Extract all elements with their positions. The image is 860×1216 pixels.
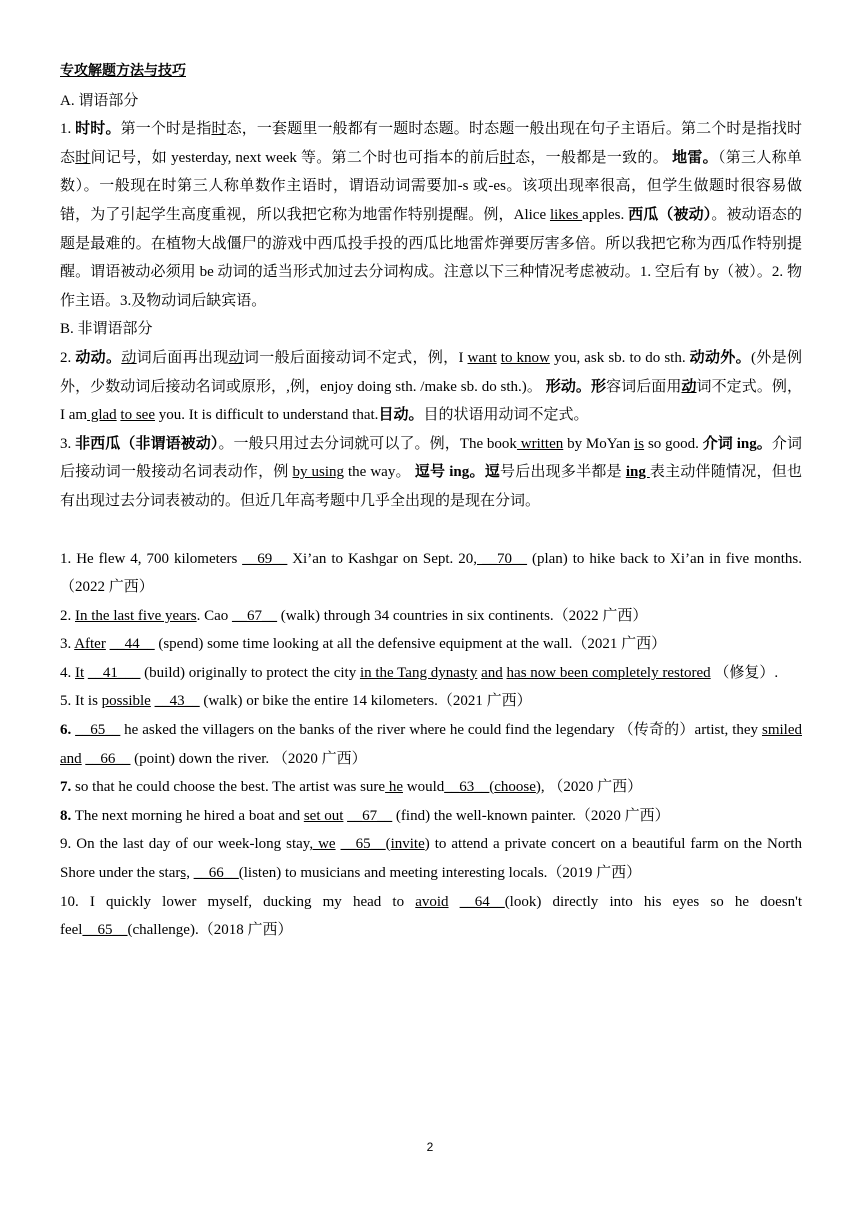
text-run: 9. On the last day of our week-long stay (60, 836, 310, 853)
text-run: 西瓜（被动） (628, 206, 712, 223)
page-heading: 专攻解题方法与技巧 (60, 64, 186, 79)
text-run: After (74, 636, 106, 653)
text-run: 容词后面用 (606, 378, 682, 395)
text-run: in the Tang dynasty (359, 664, 478, 681)
text-run: written (516, 435, 564, 452)
exercise-item-2 (60, 602, 802, 631)
text-run: 态，一般都是一致的。 (515, 149, 673, 166)
text-run: by using (292, 464, 345, 481)
text-run: 时 (211, 121, 227, 138)
paragraph-3 (60, 430, 802, 516)
text-run: (spend) some time looking at all the defensive equipment at the wall.（2021 广西） (154, 636, 667, 653)
text-run: so good. (644, 435, 703, 452)
text-run: 地雷。 (672, 149, 718, 166)
exercise-item-10 (60, 888, 802, 945)
text-run: 介词 ing。 (702, 435, 772, 452)
text-run: 1. He flew 4, 700 kilometers (60, 550, 243, 567)
text-run: you. It is difficult to understand that. (154, 407, 379, 424)
document-body (60, 58, 802, 945)
text-run: 7. (60, 779, 72, 796)
text-run: you, ask sb. to do sth. (549, 349, 690, 366)
text-run: The next morning he hired a boat and (71, 807, 304, 824)
exercise-item-8 (60, 802, 802, 831)
text-run: 词后面再出现 (136, 349, 229, 366)
text-run: 表主动伴随情况，但也有出现过去分词表被动的。但近几年高考题中几乎全出现的是现在分词。 (60, 464, 802, 509)
text-run: smiled and (60, 722, 802, 767)
section-a-title: A. 谓语部分 (60, 92, 139, 109)
text-run: __65__ (75, 722, 121, 739)
text-run: 介词后接动词一般接动名词表动作，例 (60, 435, 802, 481)
text-run: 动动。 (75, 349, 122, 366)
text-run: 2. (60, 349, 76, 366)
text-run: invite (390, 836, 425, 853)
text-run: is (634, 435, 645, 452)
exercise-list (60, 545, 802, 945)
text-run: (外是例外，少数动词后接动名词或原形，,例，enjoy doing sth. /make sb. do sth.)。 (60, 349, 802, 395)
text-run: 4. (60, 664, 75, 681)
text-run: set out (303, 807, 344, 824)
text-run: ( (385, 836, 391, 853)
text-run: 时 (75, 149, 91, 166)
text-run: , __70__ (473, 550, 527, 567)
text-run: 10. I quickly lower myself, ducking my head to (60, 893, 416, 910)
text-run: （第三人称单数）。一般现在时第三人称单数作主语时，谓语动词需要加-s 或-es。该项出现率很高，但学生做题时很容易做错，为了引起学生高度重视，所以我把它称为地雷作特别提醒。例，Alice (60, 149, 802, 223)
text-run: __67__ (347, 807, 393, 824)
text-run (449, 894, 460, 910)
text-run: __66__ (85, 750, 131, 767)
text-run: 2. (60, 607, 75, 624)
text-run: (look) directly into his eyes so he doesn't feel (60, 893, 802, 939)
text-run: 第一个时是指 (120, 121, 212, 138)
text-run: apples. (582, 206, 629, 223)
text-run: 词不定式。例，I am (60, 378, 802, 424)
text-run: ) to attend a private concert on a beautiful farm on the North Shore under the star (60, 836, 802, 882)
text-run: he asked the villagers on the banks of the river where he could find the legendary （传奇的）artist, they (120, 722, 762, 739)
text-run: possible (101, 693, 151, 710)
text-run: want (467, 349, 497, 366)
paragraph-1 (60, 115, 802, 315)
text-run: __66__ (193, 865, 239, 882)
text-run: 态，一套题里一般都有一题时态题。时态题一般出现在句子主语后。第二个时是指找时态 (60, 121, 802, 166)
text-run: 动 (681, 378, 697, 395)
text-run: 形动。形 (545, 378, 607, 395)
text-run: (listen) to musicians and meeting interesting locals.（2019 广西） (238, 865, 642, 882)
text-run: 号后出现多半都是 (499, 464, 626, 481)
text-run: 。一般只用过去分词就可以了。例，The book (218, 435, 517, 452)
text-run: likes (549, 206, 583, 223)
text-run: __44__ (109, 636, 155, 653)
text-run: 8. (60, 807, 72, 824)
text-run: __43__ (154, 693, 200, 710)
exercise-item-1 (60, 545, 802, 602)
text-run: 3. (60, 636, 75, 653)
page-number: 2 (426, 1140, 434, 1154)
text-run: 动动外。 (689, 349, 751, 366)
text-run: 6. (60, 722, 72, 739)
text-run: (walk) through 34 countries in six continents.（2022 广西） (277, 607, 648, 624)
text-run: 目动。 (378, 407, 424, 424)
text-run: (challenge).（2018 广西） (127, 922, 293, 939)
text-run: avoid (415, 893, 449, 910)
text-run: ing (625, 464, 650, 481)
text-run: （修复）. (710, 664, 779, 681)
text-run: by MoYan (563, 435, 635, 452)
text-run: (build) originally to protect the city (140, 664, 360, 681)
text-run: __64__ (459, 893, 505, 910)
text-run: (walk) or bike the entire 14 kilometers.（2021 广西） (199, 693, 532, 710)
text-run: (point) down the river. （2020 广西） (130, 750, 367, 767)
section-b-title: B. 非谓语部分 (60, 321, 153, 338)
text-run: , we (309, 836, 336, 853)
text-run: In the last five years (75, 607, 197, 624)
text-run: to know (500, 349, 550, 366)
text-run: so that he could choose the best. The artist was sure (71, 779, 386, 796)
text-run: 间记号，如 yesterday, next week 等。第二个时也可指本的前后 (90, 149, 500, 166)
text-run: ( (489, 779, 495, 796)
text-run: . Cao (196, 607, 233, 624)
text-run: __65__ (340, 836, 386, 853)
text-run: 目的状语用动词不定式。 (423, 407, 589, 424)
spacer (60, 516, 802, 545)
text-run: __65__ (82, 922, 128, 939)
exercise-item-7 (60, 773, 802, 802)
text-run: glad (87, 407, 117, 424)
text-run: 时 (499, 149, 516, 166)
text-run: (find) the well-known painter.（2020 广西） (392, 807, 670, 824)
text-run: 逗号 ing。逗 (414, 464, 500, 481)
text-run: 动 (121, 349, 137, 366)
text-run: 3. (60, 435, 76, 452)
exercise-item-6 (60, 716, 802, 773)
text-run: (plan) to hike back to Xi’an in five months.（2022 广西） (60, 550, 803, 596)
text-run: to see (120, 407, 155, 424)
text-run: would (403, 779, 445, 796)
text-run: Xi’an to Kashgar on Sept. 20 (287, 550, 474, 567)
paragraph-2 (60, 344, 802, 430)
text-run: 时时。 (75, 121, 121, 138)
text-run: __41___ (87, 664, 141, 681)
text-run: choose (494, 779, 536, 796)
text-run: It (75, 664, 85, 681)
text-run: __67__ (232, 607, 278, 624)
text-run: 。被动语态的题是最难的。在植物大战僵尸的游戏中西瓜投手投的西瓜比地雷炸弹要厉害多倍。所以我把它称为西瓜作特别提醒。谓语被动必须用 be 动词的适当形式加过去分词构成。注意以下三种情况考虑被动。1. 空后有 by（被）。2. 物作主语。3.及物动词后缺宾语。 (60, 206, 802, 309)
exercise-item-9 (60, 830, 802, 887)
text-run: has now been completely restored (506, 664, 711, 681)
text-run: he (385, 779, 403, 796)
text-run: 5. It is (60, 693, 102, 710)
text-run: and (481, 664, 503, 681)
text-run: 词一般后面接动词不定式，例，I (243, 349, 468, 366)
text-run: __69__ (242, 550, 288, 567)
text-run: the way。 (344, 464, 415, 481)
text-run: 动 (228, 349, 244, 366)
exercise-item-3 (60, 630, 802, 659)
text-run: 非西瓜（非谓语被动） (75, 435, 219, 452)
text-run: __63__ (444, 779, 490, 796)
text-run: ), （2020 广西） (535, 779, 643, 796)
text-run: s, (180, 865, 190, 882)
text-run: 1. (60, 121, 76, 138)
exercise-item-4 (60, 659, 802, 688)
exercise-item-5 (60, 687, 802, 716)
